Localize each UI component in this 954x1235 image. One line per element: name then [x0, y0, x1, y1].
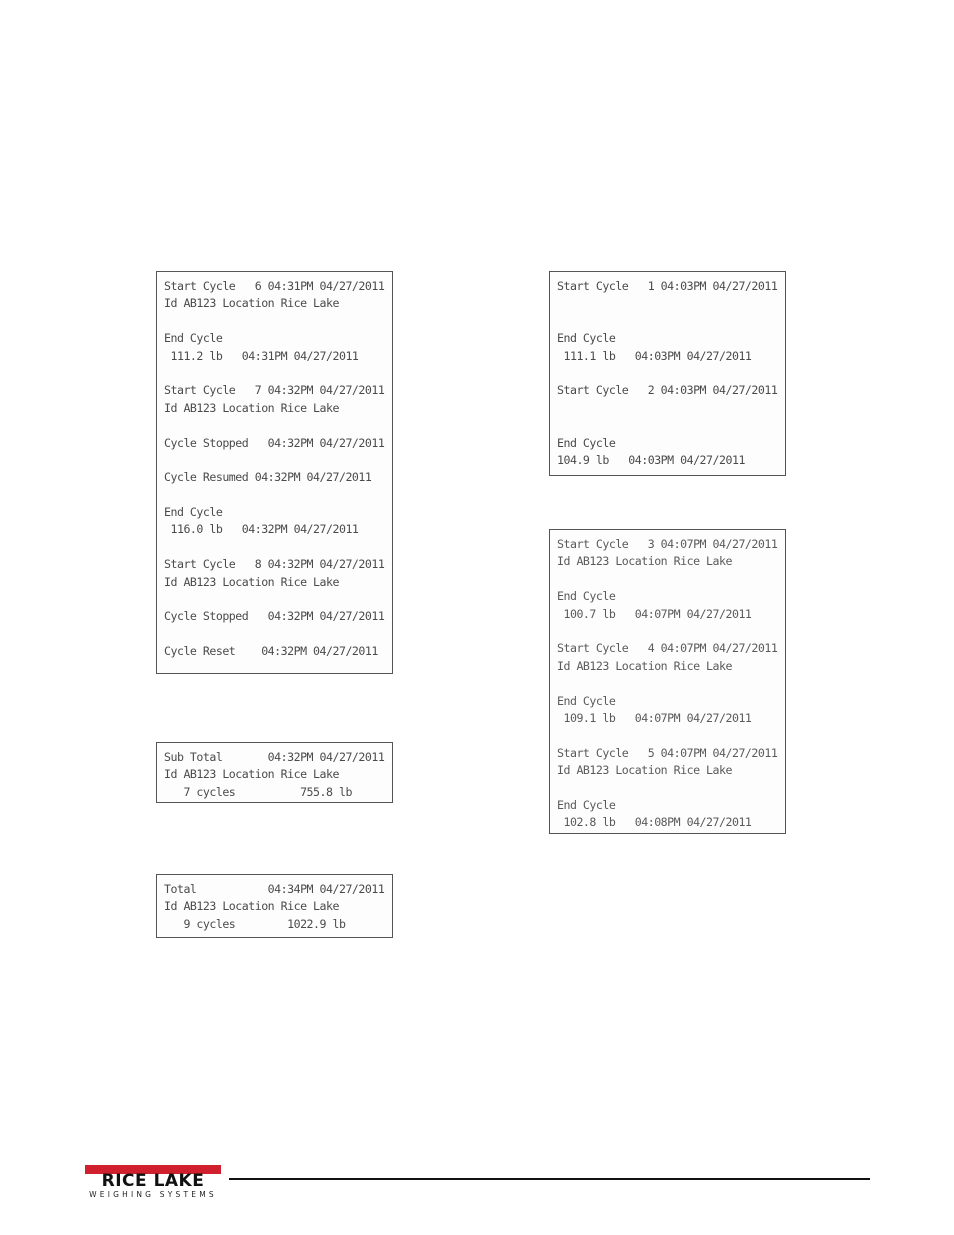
- ticket-line: 104.9 lb 04:03PM 04/27/2011: [557, 452, 745, 467]
- ticket-line: Start Cycle 1 04:03PM 04/27/2011: [557, 279, 778, 293]
- ticket-line: [164, 539, 386, 556]
- ticket-line: End Cycle: [164, 331, 223, 346]
- ticket-line: 111.2 lb 04:31PM 04/27/2011: [164, 348, 359, 363]
- ticket-line: [164, 313, 386, 330]
- ticket-line: [164, 452, 386, 469]
- ticket-line: End Cycle: [557, 589, 616, 604]
- ticket-line: End Cycle: [164, 505, 223, 520]
- ticket-line: Start Cycle 2 04:03PM 04/27/2011: [557, 383, 778, 398]
- ticket-line: [557, 623, 779, 640]
- ticket-line: [164, 591, 386, 608]
- rice-lake-logo: [85, 1165, 221, 1201]
- ticket-line: Id AB123 Location Rice Lake: [164, 574, 339, 589]
- ticket-line: 7 cycles 755.8 lb: [164, 784, 352, 799]
- ticket-line: [557, 675, 779, 692]
- footer-rule: [229, 1178, 870, 1180]
- ticket-line: 102.8 lb 04:08PM 04/27/2011: [557, 815, 752, 830]
- ticket-cycles-1-2: [549, 271, 786, 476]
- ticket-line: Id AB123 Location Rice Lake: [164, 899, 339, 914]
- logo-tagline: WEIGHING SYSTEMS: [89, 1190, 217, 1199]
- ticket-cycles-3-5: [549, 529, 786, 834]
- ticket-line: [557, 400, 779, 417]
- ticket-line: [557, 779, 779, 796]
- ticket-subtotal: [156, 742, 393, 803]
- ticket-line: Start Cycle 5 04:07PM 04/27/2011: [557, 745, 778, 760]
- ticket-line: Id AB123 Location Rice Lake: [557, 658, 732, 673]
- ticket-line: [557, 417, 779, 434]
- ticket-line: 100.7 lb 04:07PM 04/27/2011: [557, 606, 752, 621]
- ticket-line: 109.1 lb 04:07PM 04/27/2011: [557, 710, 752, 725]
- logo-name: RICE LAKE: [101, 1171, 205, 1191]
- ticket-line: Id AB123 Location Rice Lake: [164, 767, 339, 782]
- ticket-line: Cycle Resumed 04:32PM 04/27/2011: [164, 470, 372, 485]
- ticket-line: Id AB123 Location Rice Lake: [164, 296, 339, 311]
- ticket-line: Total 04:34PM 04/27/2011: [164, 882, 385, 896]
- ticket-line: [164, 626, 386, 643]
- ticket-line: 111.1 lb 04:03PM 04/27/2011: [557, 348, 752, 363]
- ticket-line: Start Cycle 4 04:07PM 04/27/2011: [557, 641, 778, 656]
- ticket-line: Id AB123 Location Rice Lake: [164, 400, 339, 415]
- ticket-cycles-6-8: [156, 271, 393, 674]
- ticket-line: End Cycle: [557, 435, 616, 450]
- ticket-line: End Cycle: [557, 797, 616, 812]
- ticket-line: Id AB123 Location Rice Lake: [557, 554, 732, 569]
- ticket-line: [557, 295, 779, 312]
- ticket-line: [557, 365, 779, 382]
- ticket-line: Id AB123 Location Rice Lake: [557, 763, 732, 778]
- ticket-line: Start Cycle 7 04:32PM 04/27/2011: [164, 383, 385, 398]
- ticket-line: 116.0 lb 04:32PM 04/27/2011: [164, 522, 359, 537]
- ticket-line: Sub Total 04:32PM 04/27/2011: [164, 750, 385, 764]
- ticket-total: [156, 874, 393, 938]
- ticket-line: Start Cycle 8 04:32PM 04/27/2011: [164, 557, 385, 572]
- ticket-line: 9 cycles 1022.9 lb: [164, 916, 346, 931]
- ticket-line: Cycle Stopped 04:32PM 04/27/2011: [164, 435, 385, 450]
- ticket-line: [164, 417, 386, 434]
- ticket-line: Cycle Stopped 04:32PM 04/27/2011: [164, 609, 385, 624]
- ticket-line: [164, 487, 386, 504]
- ticket-line: [164, 365, 386, 382]
- ticket-line: Start Cycle 6 04:31PM 04/27/2011: [164, 279, 385, 293]
- ticket-line: Start Cycle 3 04:07PM 04/27/2011: [557, 537, 778, 551]
- ticket-line: [557, 571, 779, 588]
- ticket-line: Cycle Reset 04:32PM 04/27/2011: [164, 644, 378, 659]
- ticket-line: End Cycle: [557, 331, 616, 346]
- ticket-line: [557, 727, 779, 744]
- ticket-line: End Cycle: [557, 693, 616, 708]
- ticket-line: [557, 313, 779, 330]
